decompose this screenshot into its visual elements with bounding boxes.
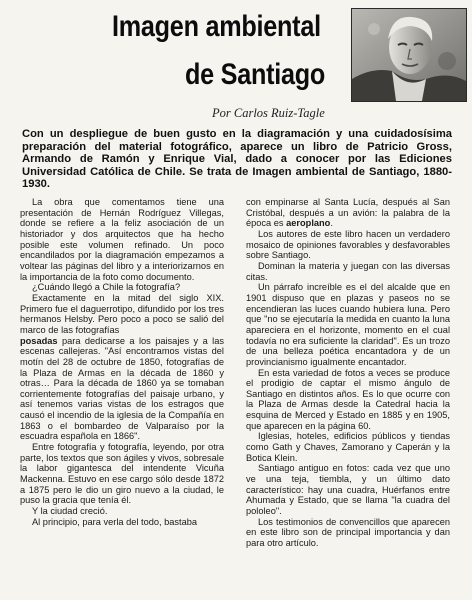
body-paragraph: Al principio, para verla del todo, bastaba [32, 516, 198, 527]
body-text: con empinarse al Santa Lucía, después al San Cristóbal, después a un avión: la palabra de la época es [246, 197, 450, 229]
article-title-line1: Imagen ambiental [112, 10, 321, 43]
bold-word: aeroplano [286, 218, 331, 229]
byline: Por Carlos Ruiz-Tagle [212, 106, 325, 120]
body-paragraph: Entre fotografía y fotografía, leyendo, por otra parte, los textos que son ágiles y vivos, sobresale la labor gigantesca del intendente Vicuña Mackenna. Estuvo en ese cargo sólo desde 1872 a 1875 pero le dio un giro nuevo a la ciudad, le puso la gracia que tenía él. [20, 442, 224, 506]
body-paragraph: ¿Cuándo llegó a Chile la fotografía? [32, 282, 181, 293]
article-title-line2: de Santiago [185, 58, 326, 91]
author-portrait-photo [351, 8, 467, 102]
body-paragraph: Un párrafo increíble es el del alcalde que en 1901 dispuso que en plazas y paseos no se encendieran las luces cuando hubiera luna. Pero que "no se ejecutaría la medida en cuanto la luna apareciera en el horizonte, momento en el cual todavía no era suficiente la claridad". Es un trozo de una belleza poética encantadora y de un provincianismo igualmente encantador. [246, 282, 450, 367]
body-paragraph: Santiago antiguo en fotos: cada vez que uno ve una teja, tiembla, y un último dato característico: hay una cuadra, Huérfanos entre Ahumada y Estado, que se llama "la cuadra del pololeo". [246, 463, 450, 517]
body-paragraph: Los autores de este libro hacen un verdadero mosaico de opiniones favorables y desfavorables sobre Santiago. [246, 228, 450, 261]
author-portrait-icon [352, 9, 466, 101]
body-paragraph: Iglesias, hoteles, edificios públicos y tiendas como Gath y Chaves, Zamorano y Caperán y la Botica Klein. [246, 431, 450, 463]
bold-word: posadas [20, 335, 58, 346]
article-column-left [20, 197, 224, 597]
body-paragraph: con empinarse al Santa Lucía, después al San Cristóbal, después a un avión: la palabra de la época es aeroplano. [246, 197, 450, 229]
body-paragraph: En esta variedad de fotos a veces se produce el prodigio de captar el mismo ángulo de Santiago en distintos años. Es lo que ocurre con la Plaza de Armas desde la Catedral hacia la esquina de Merced y Estado en 1885 y en 1905, que aparecen en la página 60. [246, 367, 450, 431]
article-lead-paragraph: Con un despliegue de buen gusto en la diagramación y una cuidadosísima preparación del material fotográfico, aparece un libro de Patricio Gross, Armando de Ramón y Enrique Vial, dado a conocer por las Ediciones Universidad Católica de Chile. Se trata de Imagen ambiental de Santiago, 1880-1930. [22, 128, 452, 191]
body-paragraph: Exactamente en la mitad del siglo XIX. Primero fue el daguerrotipo, difundido por los tres hermanos Helsby. Pero poco a poco se salió del marco de las fotografías [20, 292, 224, 335]
article-column-right [246, 197, 450, 597]
body-paragraph-continued [20, 336, 224, 443]
body-paragraph: Dominan la materia y juegan con las diversas citas. [246, 260, 450, 282]
body-paragraph: Y la ciudad creció. [32, 506, 108, 517]
body-paragraph: La obra que comentamos tiene una presentación de Hernán Rodríguez Villegas, donde se refiere a la feliz asociación de un historiador y dos arquitectos que ha hecho posible este volumen refinado. Un poco encandilados por la diagramación empezamos a voltear las páginas del libro y a interiorizarnos en la importancia de la foto como documento. [20, 197, 224, 282]
body-text: para dedicarse a los paisajes y a las escenas callejeras. "Así encontramos vistas del motín del 28 de octubre de 1850, fotografías de la Plaza de Armas en la década de 1860 y otras… Para la década de 1860 ya se tomaban corrientemente fotografías del paisaje urbano, y así tenemos varias vistas de los estragos que causó el incendio de la iglesia de la Compañía en 1863 o el bombardeo de Valparaíso por la escuadra española en 1866". [20, 335, 224, 442]
body-paragraph: Los testimonios de convencillos que aparecen en este libro son de principal importancia y dan para otro artículo. [246, 516, 450, 548]
